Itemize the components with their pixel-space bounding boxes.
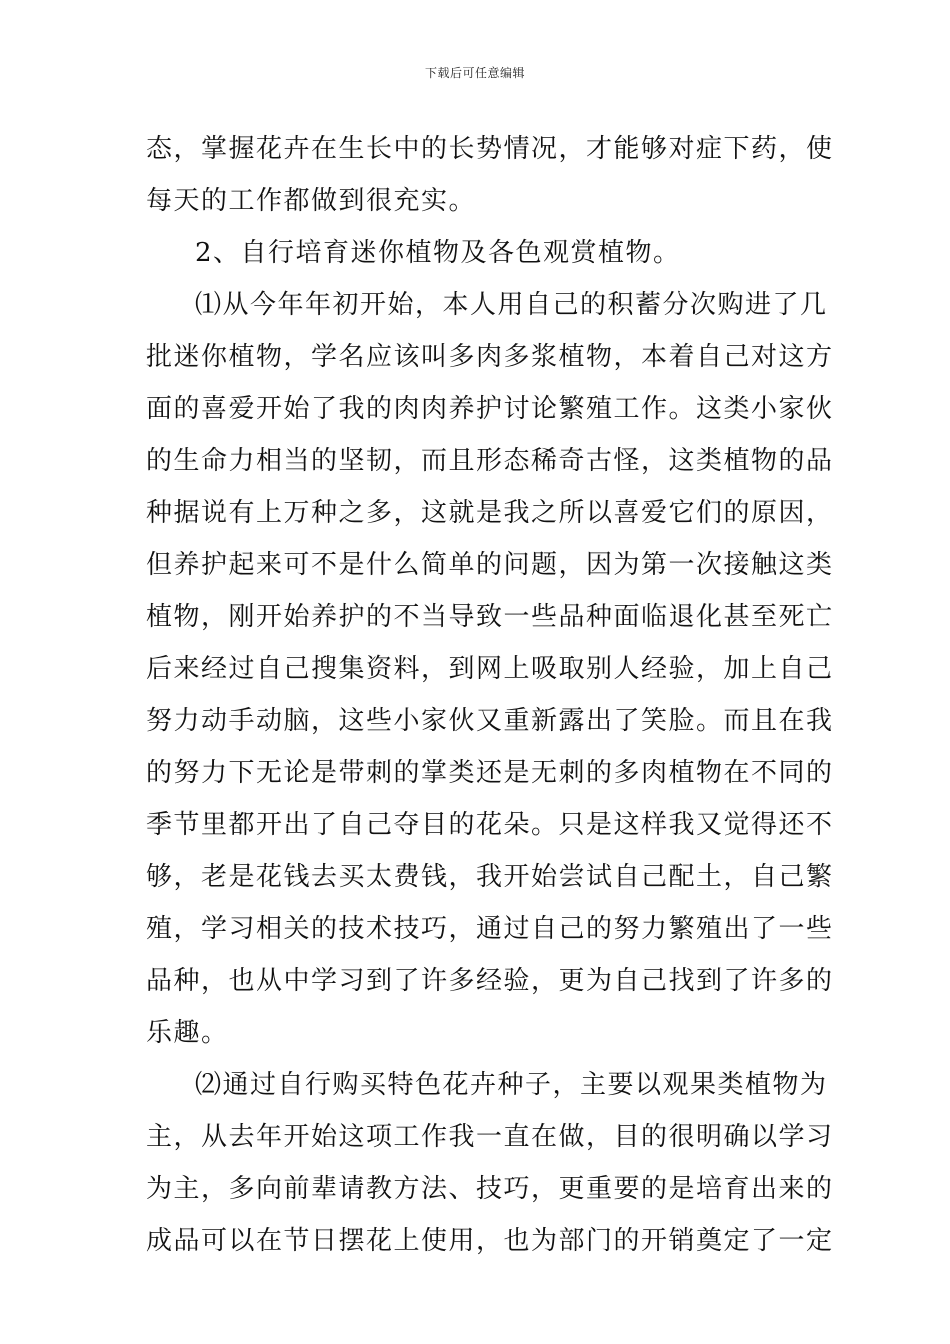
- text-line: 后来经过自己搜集资料，到网上吸取别人经验，加上自己: [146, 654, 834, 684]
- text-line: 主，从去年开始这项工作我一直在做，目的很明确以学习: [146, 1122, 834, 1152]
- text-line: 努力动手动脑，这些小家伙又重新露出了笑脸。而且在我: [146, 706, 834, 736]
- text-line: 面的喜爱开始了我的肉肉养护讨论繁殖工作。这类小家伙: [146, 394, 834, 424]
- paragraph-start: ⑵通过自行购买特色花卉种子，主要以观果类植物为: [195, 1070, 828, 1100]
- text-line: 够，老是花钱去买太费钱，我开始尝试自己配土，自己繁: [146, 862, 834, 892]
- text-line: 批迷你植物，学名应该叫多肉多浆植物，本着自己对这方: [146, 342, 834, 372]
- text-line: 的生命力相当的坚韧，而且形态稀奇古怪，这类植物的品: [146, 446, 834, 476]
- text-line: 但养护起来可不是什么简单的问题，因为第一次接触这类: [146, 550, 834, 580]
- text-line: 态，掌握花卉在生长中的长势情况，才能够对症下药，使: [146, 134, 834, 164]
- text-line: 的努力下无论是带刺的掌类还是无刺的多肉植物在不同的: [146, 758, 834, 788]
- text-line: 种据说有上万种之多，这就是我之所以喜爱它们的原因，: [146, 498, 834, 528]
- text-line: 植物，刚开始养护的不当导致一些品种面临退化甚至死亡: [146, 602, 834, 632]
- section-heading: 2、自行培育迷你植物及各色观赏植物。: [195, 238, 681, 268]
- text-line: 品种，也从中学习到了许多经验，更为自己找到了许多的: [146, 966, 834, 996]
- text-line: 殖，学习相关的技术技巧，通过自己的努力繁殖出了一些: [146, 914, 834, 944]
- paragraph-start: ⑴从今年年初开始，本人用自己的积蓄分次购进了几: [195, 290, 828, 320]
- text-line: 为主，多向前辈请教方法、技巧，更重要的是培育出来的: [146, 1174, 834, 1204]
- text-line: 乐趣。: [146, 1018, 229, 1048]
- text-line: 成品可以在节日摆花上使用，也为部门的开销奠定了一定: [146, 1226, 834, 1256]
- page-header: 下载后可任意编辑: [424, 66, 525, 80]
- text-line: 每天的工作都做到很充实。: [146, 186, 477, 216]
- text-line: 季节里都开出了自己夺目的花朵。只是这样我又觉得还不: [146, 810, 834, 840]
